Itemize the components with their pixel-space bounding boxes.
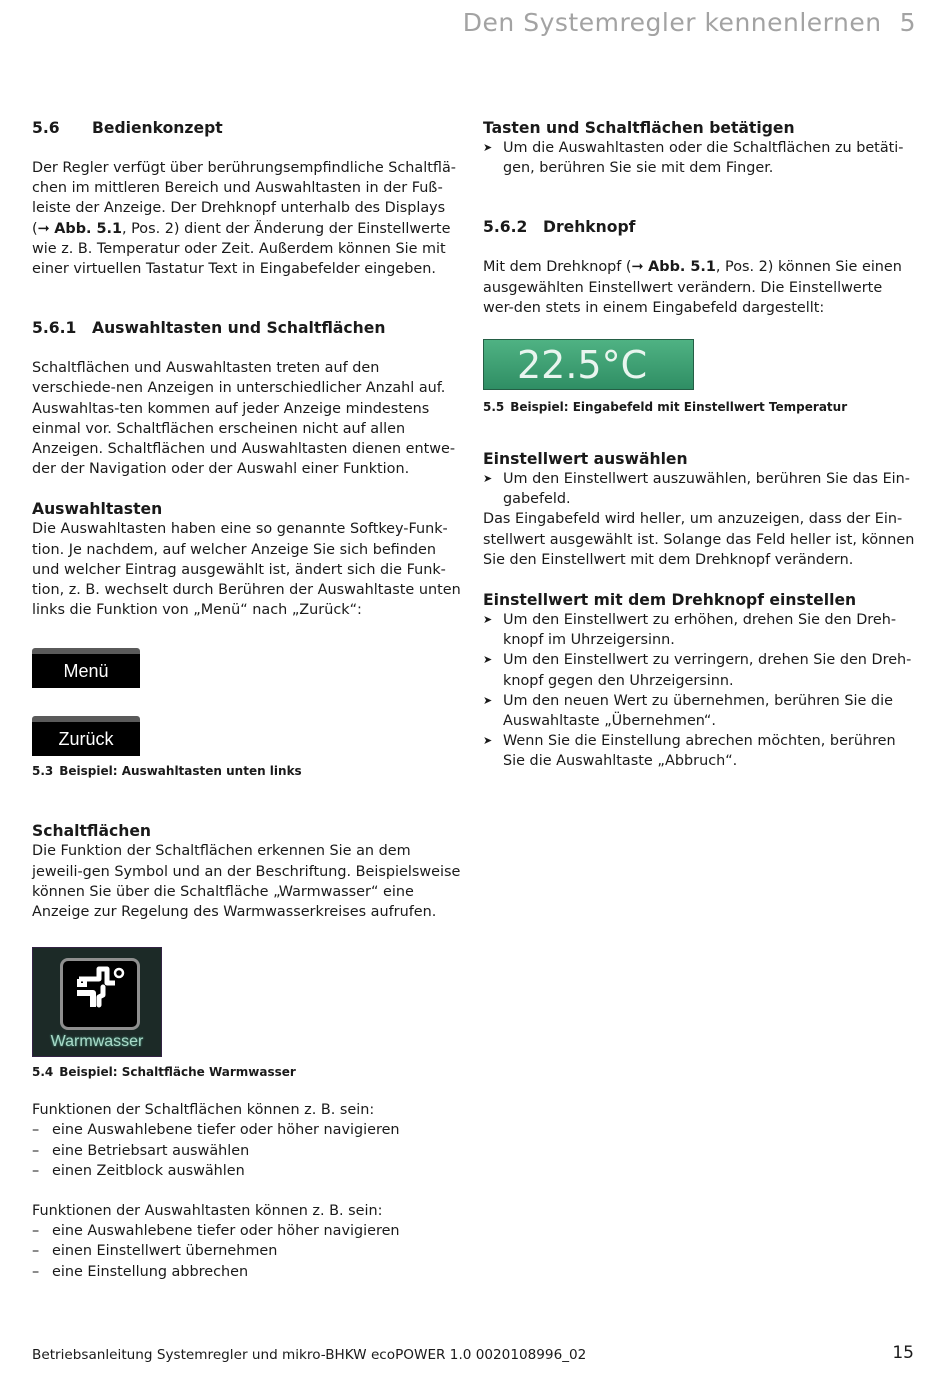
figure-caption-5-4 (32, 1064, 464, 1080)
caption-number: 5.4 (32, 1065, 54, 1080)
section-heading-5-6-1 (32, 318, 464, 338)
list-item (32, 1161, 464, 1181)
subheading-auswahltasten: Auswahltasten (32, 500, 163, 519)
caption-number: 5.5 (483, 400, 505, 415)
list-item-text: eine Einstellung abbrechen (52, 1263, 249, 1280)
bullet-item (483, 138, 915, 178)
warmwasser-label: Warmwasser (50, 1033, 144, 1051)
section-title: Drehknopf (543, 218, 636, 237)
bullet-text: Um den Einstellwert zu erhöhen, drehen Sie den Dreh-knopf im Uhrzeigersinn. (503, 612, 897, 649)
section-number: 5.6 (32, 119, 60, 137)
paragraph-drehknopf (483, 257, 915, 318)
bullet-item (483, 469, 915, 509)
list-item-text: einen Zeitblock auswählen (52, 1162, 245, 1179)
figure-caption-5-3 (32, 763, 464, 779)
text: , Pos. 2) können Sie einen ausgewählten Einstellwert verändern. Die Einstellwerte wer-den stets in einem Eingabefeld dargestellt: (483, 259, 902, 316)
section-number: 5.6.1 (32, 319, 77, 338)
page-number: 15 (892, 1343, 914, 1363)
caption-text: Beispiel: Eingabefeld mit Einstellwert Temperatur (510, 400, 848, 415)
functions-softkeys-list (32, 1221, 464, 1282)
subheading-schaltflaechen: Schaltflächen (32, 822, 152, 841)
softkey-menu-figure (32, 648, 464, 688)
arrow-icon: ➞ (631, 259, 644, 276)
arrow-bullet-icon: ➤ (483, 734, 493, 748)
paragraph-bedienkonzept (32, 158, 464, 279)
figure-reference: Abb. 5.1 (648, 259, 716, 276)
bullet-text: Um die Auswahltasten oder die Schaltflächen zu betäti-gen, berühren Sie sie mit dem Finger. (503, 140, 904, 177)
list-item (32, 1120, 464, 1140)
list-item-text: eine Auswahlebene tiefer oder höher navigieren (52, 1122, 400, 1139)
bullet-text: Um den Einstellwert zu verringern, drehen Sie den Dreh-knopf gegen den Uhrzeigersinn. (503, 652, 912, 689)
bullet-text: Um den Einstellwert auszuwählen, berühren Sie das Ein-gabefeld. (503, 471, 910, 508)
arrow-bullet-icon: ➤ (483, 693, 493, 707)
tap-tile (60, 958, 140, 1030)
section-title: Auswahltasten und Schaltflächen (92, 319, 386, 338)
paragraph-schaltflaechen: Die Funktion der Schaltflächen erkennen Sie an dem jeweili-gen Symbol und an der Beschriftung. Beispielsweise können Sie über die Schaltfläche „Warmwasser“ eine Anzeige zur Regelung des Warmwasserkreises aufrufen. (32, 843, 461, 921)
dash-marker: – (32, 1142, 40, 1159)
list-item-text: eine Auswahlebene tiefer oder höher navigieren (52, 1223, 400, 1240)
list-item (32, 1262, 464, 1282)
page-header (463, 8, 916, 37)
figure-caption-5-5 (483, 399, 915, 415)
dash-marker: – (32, 1162, 40, 1179)
list-item-text: eine Betriebsart auswählen (52, 1142, 250, 1159)
functions-softkeys-intro: Funktionen der Auswahltasten können z. B. sein: (32, 1203, 383, 1220)
chapter-title: Den Systemregler kennenlernen (462, 8, 882, 37)
arrow-icon: ➞ (37, 220, 50, 237)
bullet-item (483, 650, 915, 690)
water-tap-icon (63, 961, 137, 1027)
bullet-text: Um den neuen Wert zu übernehmen, berühren Sie die Auswahltaste „Übernehmen“. (503, 692, 893, 730)
list-item (32, 1221, 464, 1241)
dash-marker: – (32, 1243, 40, 1260)
section-number: 5.6.2 (483, 218, 528, 237)
arrow-bullet-icon: ➤ (483, 141, 493, 154)
paragraph-auswahltasten-schaltflaechen: Schaltflächen und Auswahltasten treten auf den verschiede-nen Anzeigen in unterschiedlicher Anzahl auf. Auswahltas-ten kommen auf jeder Anzeige mindestens einmal vor. Schaltflächen erscheinen nicht auf allen Anzeigen. Schaltflächen und Auswahltasten dienen entwe-der der Navigation oder der Auswahl einer Funktion. (32, 360, 456, 478)
subheading-einstellwert-auswaehlen: Einstellwert auswählen (483, 450, 688, 469)
softkey-back-button: Zurück (32, 716, 140, 756)
softkey-menu-button: Menü (32, 648, 140, 688)
paragraph-auswahltasten: Die Auswahltasten haben eine so genannte Softkey-Funk-tion. Je nachdem, auf welcher Anzeige Sie sich befinden und welcher Eintrag ausgewählt ist, ändert sich die Funk-tion, z. B. wechselt durch Berühren der Auswahltaste unten links die Funktion von „Menü“ nach „Zurück“: (32, 521, 461, 619)
right-column (483, 118, 915, 772)
temperature-input-field-image: 22.5°C (483, 339, 694, 390)
paragraph-einstellwert-auswaehlen: Das Eingabefeld wird heller, um anzuzeigen, dass der Ein-stellwert ausgewählt ist. Solange das Feld heller ist, können Sie den Einstellwert mit dem Drehknopf verändern. (483, 511, 915, 568)
section-title: Bedienkonzept (92, 119, 223, 137)
softkey-back-figure (32, 716, 464, 756)
bullet-item (483, 691, 915, 731)
list-item (32, 1141, 464, 1161)
dash-marker: – (32, 1263, 40, 1280)
warmwasser-button-image (32, 947, 162, 1057)
section-heading-5-6-2 (483, 217, 915, 237)
figure-reference: Abb. 5.1 (54, 220, 122, 237)
arrow-bullet-icon: ➤ (483, 613, 493, 627)
caption-number: 5.3 (32, 764, 54, 779)
list-item-text: einen Einstellwert übernehmen (52, 1243, 278, 1260)
dash-marker: – (32, 1223, 40, 1240)
functions-buttons-list (32, 1120, 464, 1181)
subheading-einstellwert-einstellen: Einstellwert mit dem Drehknopf einstellen (483, 591, 857, 610)
section-heading-5-6 (32, 118, 464, 138)
text: Der Regler verfügt über berührungsempfindliche Schaltflä-chen im mittleren Bereich und Auswahltasten in der Fuß-leiste der Anzeige. Der Drehknopf unterhalb des Displays ( (32, 160, 456, 237)
list-item (32, 1241, 464, 1261)
subheading-tasten-betaetigen: Tasten und Schaltflächen betätigen (483, 119, 795, 137)
arrow-bullet-icon: ➤ (483, 472, 493, 486)
text: , Pos. 2) dient der Änderung der Einstellwerte wie z. B. Temperatur oder Zeit. Außerdem können Sie mit einer virtuellen Tastatur Text in Eingabefelder eingeben. (32, 220, 451, 278)
text: Mit dem Drehknopf ( (483, 259, 632, 276)
caption-text: Beispiel: Auswahltasten unten links (59, 764, 302, 779)
arrow-bullet-icon: ➤ (483, 653, 493, 667)
left-column (32, 118, 464, 1282)
caption-text: Beispiel: Schaltfläche Warmwasser (59, 1065, 296, 1080)
page-footer: Betriebsanleitung Systemregler und mikro-BHKW ecoPOWER 1.0 0020108996_02 (32, 1347, 587, 1363)
chapter-number: 5 (899, 8, 916, 37)
bullet-item (483, 610, 915, 650)
dash-marker: – (32, 1122, 40, 1139)
bullet-text: Wenn Sie die Einstellung abrechen möchten, berühren Sie die Auswahltaste „Abbruch“. (503, 733, 896, 770)
bullet-item (483, 731, 915, 771)
functions-buttons-intro: Funktionen der Schaltflächen können z. B. sein: (32, 1102, 375, 1119)
